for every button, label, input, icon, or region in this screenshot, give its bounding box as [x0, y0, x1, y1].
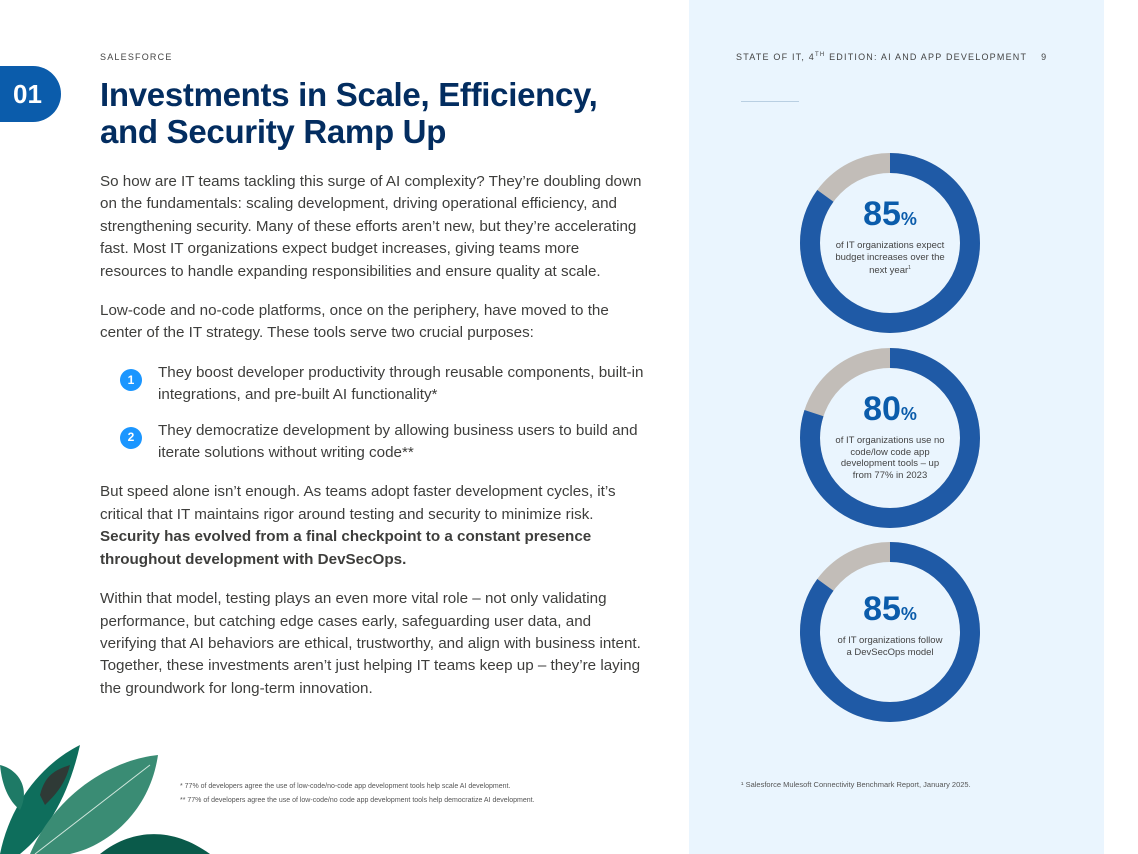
stat-number: 85 [863, 195, 901, 233]
stat-description: of IT organizations follow a DevSecOps model [837, 635, 943, 658]
report-header [736, 52, 1047, 62]
number-badge: 2 [120, 427, 142, 449]
stat-unit: % [900, 404, 917, 424]
stat-value [835, 592, 945, 631]
stat-description [835, 240, 945, 277]
stat-donut [800, 348, 980, 528]
list-item [120, 420, 645, 465]
page-title: Investments in Scale, Efficiency, and Security Ramp Up [100, 76, 598, 150]
list-item [120, 362, 645, 407]
paragraph [100, 481, 645, 571]
paragraph: Low-code and no-code platforms, once on the periphery, have moved to the center of the IT strategy. These tools serve two crucial purposes: [100, 302, 609, 342]
body-text [100, 171, 645, 717]
source-footnote: ¹ Salesforce Mulesoft Connectivity Benchmark Report, January 2025. [741, 780, 971, 789]
number-badge: 1 [120, 369, 142, 391]
paragraph-emphasis: Security has evolved from a final checkpoint to a constant presence throughout development with DevSecOps. [100, 528, 592, 568]
footnote-ref: 1 [908, 265, 911, 271]
footnote: ** 77% of developers agree the use of low-code/no code app development tools help democratize AI development. [180, 797, 535, 804]
list-item-text: They boost developer productivity through reusable components, built-in integrations, and pre-built AI functionality* [158, 363, 644, 404]
stat-donut [800, 542, 980, 722]
stat-donut [800, 153, 980, 333]
stat-unit: % [900, 604, 917, 624]
stat-description: of IT organizations use no code/low code app development tools – up from 77% in 2023 [835, 435, 945, 481]
stat-unit: % [900, 209, 917, 229]
report-title-rest: EDITION: AI AND APP DEVELOPMENT [825, 52, 1028, 62]
paragraph: So how are IT teams tackling this surge of AI complexity? They’re doubling down on the fundamentals: scaling development, driving operational efficiency, and strengthening security. Many of these efforts aren’t new, but they’re accelerating fast. Most IT organizations expect budget increases, giving teams more resources to handle expanding responsibilities and ensure quality at scale. [100, 173, 642, 280]
purpose-list [120, 362, 645, 465]
footnote: * 77% of developers agree the use of low-code/no-code app development tools help scale AI development. [180, 783, 511, 790]
stat-value [835, 392, 945, 431]
paragraph: Within that model, testing plays an even more vital role – not only validating performance, but catching edge cases early, safeguarding user data, and verifying that AI behaviors are ethical, trustworthy, and align with business intent. Together, these investments aren’t just helping IT teams keep up – they’re laying the groundwork for long-term innovation. [100, 590, 641, 697]
list-item-text: They democratize development by allowing business users to build and iterate solutions without writing code** [158, 421, 638, 462]
paragraph-text: But speed alone isn’t enough. As teams adopt faster development cycles, it’s critical that IT maintains rigor around testing and security to minimize risk. [100, 483, 616, 523]
stat-description-text: of IT organizations expect budget increases over the next year [835, 240, 945, 277]
footnotes [180, 780, 535, 808]
page-number: 9 [1041, 52, 1048, 62]
report-title-sup: TH [814, 52, 826, 58]
stat-text [835, 348, 945, 528]
stat-text [835, 153, 945, 333]
divider [741, 101, 799, 102]
stat-number: 85 [863, 590, 901, 628]
chapter-badge: 01 [0, 66, 61, 122]
report-title: STATE OF IT, 4 [736, 52, 815, 62]
brand-label: SALESFORCE [100, 52, 173, 62]
stat-value [835, 197, 945, 236]
stat-number: 80 [863, 390, 901, 428]
stat-text [835, 542, 945, 722]
